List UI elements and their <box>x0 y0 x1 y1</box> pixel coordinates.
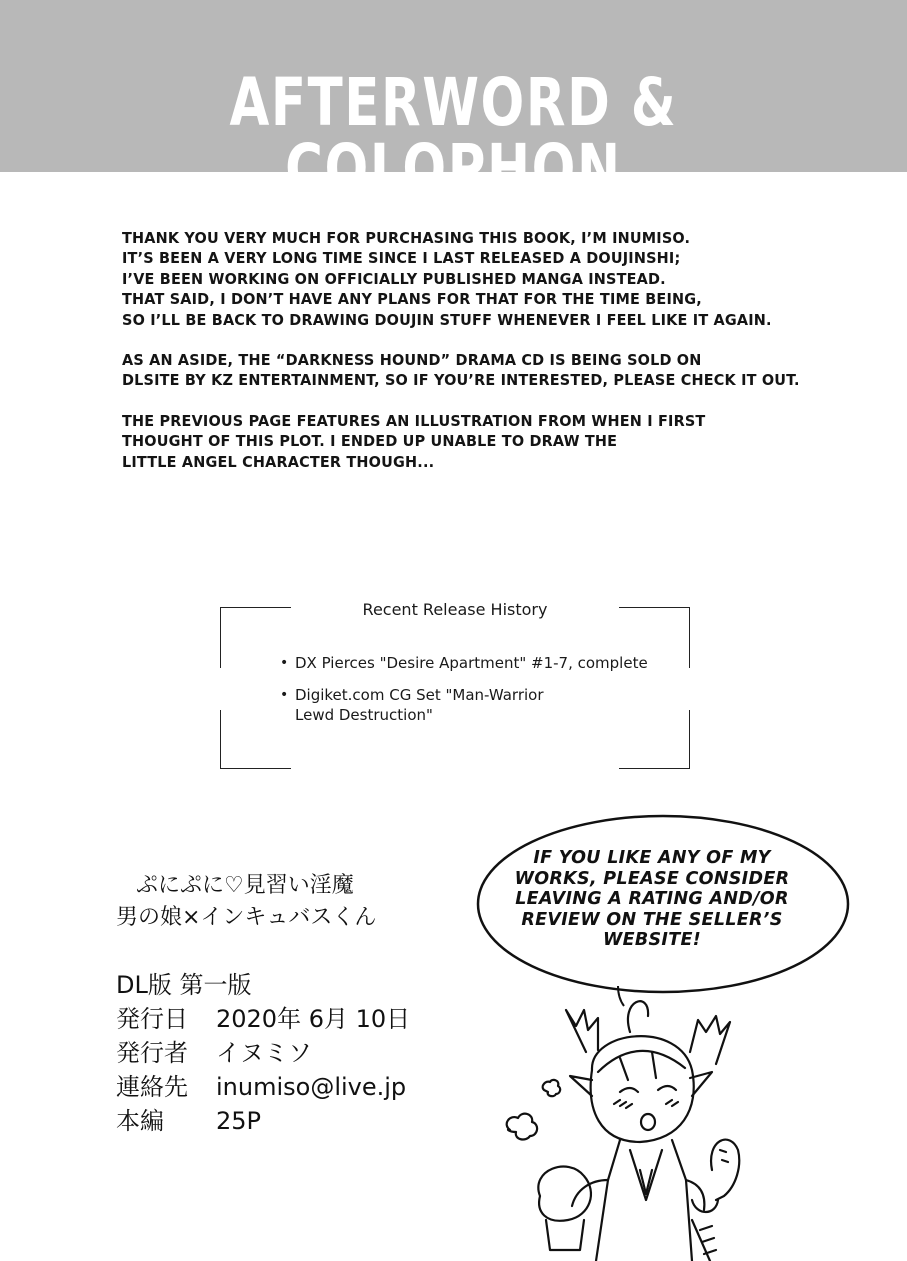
colophon-details <box>116 968 410 1138</box>
colophon-label: 発行者 <box>116 1039 188 1067</box>
release-history-box <box>220 600 690 769</box>
bubble-line: WORKS, PLEASE CONSIDER <box>514 868 790 889</box>
colophon-row-date <box>116 1002 410 1036</box>
colophon-label: 本編 <box>116 1107 164 1135</box>
colophon-value: イヌミソ <box>216 1039 312 1067</box>
colophon-row-pages <box>116 1104 410 1138</box>
afterword-paragraph-1 <box>122 228 882 330</box>
release-history-title: Recent Release History <box>362 600 548 619</box>
colophon-label: 発行日 <box>116 1005 188 1033</box>
bubble-line: REVIEW ON THE SELLER’S <box>521 909 783 930</box>
list-item <box>280 685 690 725</box>
book-title-line-2: 男の娘×インキュバスくん <box>116 905 377 930</box>
book-title <box>116 870 376 934</box>
colophon-label: 連絡先 <box>116 1073 188 1101</box>
afterword-text <box>122 228 882 492</box>
release-item-text: Lewd Destruction" <box>295 706 433 724</box>
afterword-paragraph-3 <box>122 411 882 472</box>
colophon-value: inumiso@live.jp <box>216 1073 407 1101</box>
afterword-line: THE PREVIOUS PAGE FEATURES AN ILLUSTRATION FROM WHEN I FIRST <box>122 411 706 430</box>
bubble-line: WEBSITE! <box>603 930 701 950</box>
afterword-line: THOUGHT OF THIS PLOT. I ENDED UP UNABLE TO DRAW THE <box>122 432 618 451</box>
afterword-line: THANK YOU VERY MUCH FOR PURCHASING THIS BOOK, I’M INUMISO. <box>122 229 691 247</box>
colophon-value: 25P <box>216 1107 262 1135</box>
winged-imp-character-icon <box>480 980 780 1261</box>
afterword-line: SO I’LL BE BACK TO DRAWING DOUJIN STUFF WHENEVER I FEEL LIKE IT AGAIN. <box>122 310 772 329</box>
afterword-line: AS AN ASIDE, THE “DARKNESS HOUND” DRAMA CD IS BEING SOLD ON <box>122 351 702 370</box>
colophon-row-contact <box>116 1070 410 1104</box>
speech-bubble-text <box>492 848 812 951</box>
bullet-icon: • <box>280 687 289 703</box>
afterword-line: LITTLE ANGEL CHARACTER THOUGH... <box>122 452 435 471</box>
bubble-line: IF YOU LIKE ANY OF MY <box>533 848 771 868</box>
afterword-line: IT’S BEEN A VERY LONG TIME SINCE I LAST RELEASED A DOUJINSHI; <box>122 249 681 268</box>
release-item-text: DX Pierces "Desire Apartment" #1-7, complete <box>295 654 648 672</box>
release-history-list <box>280 653 690 737</box>
colophon-row-publisher <box>116 1036 410 1070</box>
afterword-paragraph-2 <box>122 350 882 391</box>
afterword-line: I’VE BEEN WORKING ON OFFICIALLY PUBLISHED MANGA INSTEAD. <box>122 269 666 288</box>
bubble-line: LEAVING A RATING AND/OR <box>515 889 789 909</box>
afterword-line: DLSITE BY KZ ENTERTAINMENT, SO IF YOU’RE INTERESTED, PLEASE CHECK IT OUT. <box>122 371 800 390</box>
colophon-value: 2020年 6月 10日 <box>216 1005 411 1033</box>
page-title: AFTERWORD & COLOPHON <box>229 64 678 207</box>
list-item <box>280 653 690 673</box>
release-item-text: Digiket.com CG Set "Man-Warrior <box>295 686 544 704</box>
bullet-icon: • <box>280 655 289 671</box>
afterword-line: THAT SAID, I DON’T HAVE ANY PLANS FOR THAT FOR THE TIME BEING, <box>122 290 702 309</box>
book-title-line-1: ぷにぷに♡見習い淫魔 <box>136 873 354 898</box>
edition: DL版 第一版 <box>116 971 252 999</box>
